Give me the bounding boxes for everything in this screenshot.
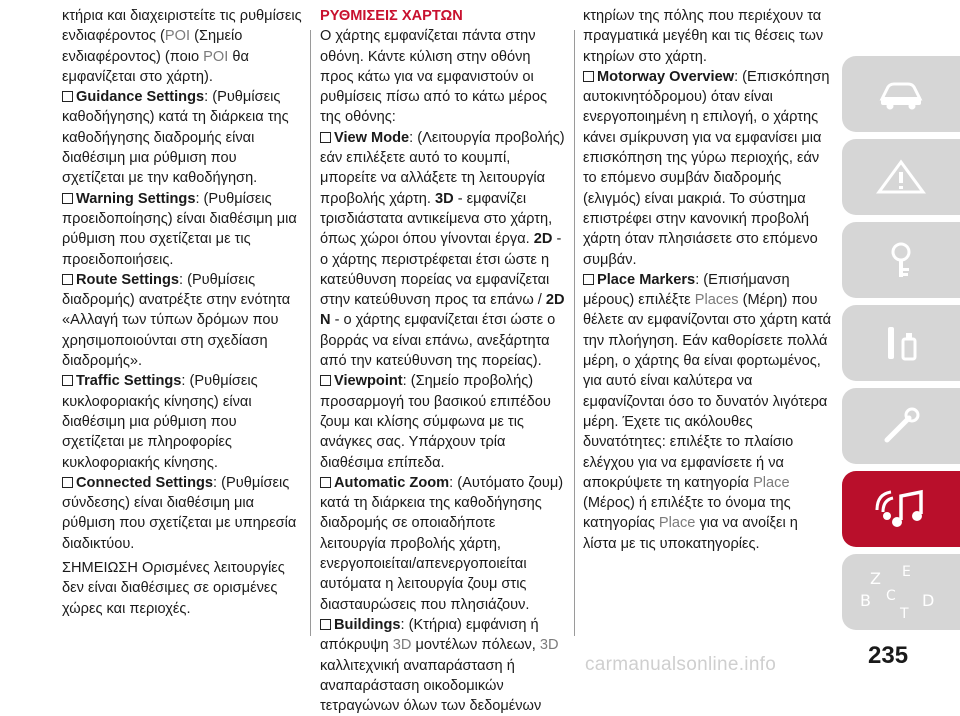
column-divider <box>310 30 311 636</box>
multimedia-tab-icon <box>871 484 931 534</box>
chapter-tab-warning[interactable] <box>842 139 960 215</box>
section-heading: ΡΥΘΜΙΣΕΙΣ ΧΑΡΤΩΝ <box>320 8 463 24</box>
motorway-overview-item: Motorway Overview: (Επισκόπηση αυτοκινητόδρομου) όταν είναι ενεργοποιημένη η επιλογή, ο χάρτης κάνει σμίκρυνση για να εμφανίσει μια επισκόπηση της γύρω περιοχής, εάν το επόμενο συμβάν διαδρομής (ελιγμός) είναι μακριά. Το σύστημα επιστρέφει στην κανονική προβολή χάρτη όταν πλησιάσετε στο επόμενο συμβάν. <box>583 68 830 268</box>
bullet-icon <box>62 477 73 488</box>
buildings-item: Buildings: (Κτήρια) εμφάνιση ή απόκρυψη 3D μοντέλων πόλεων, 3D καλλιτεχνική αναπαράσταση ή αναπαράσταση οικοδομικών τετραγώνων όλων των δεδομένων <box>320 616 559 715</box>
bullet-icon <box>62 193 73 204</box>
bullet-icon <box>583 71 594 82</box>
warning-tab-icon <box>876 159 926 195</box>
car-tab-icon <box>878 77 924 111</box>
note-paragraph: ΣΗΜΕΙΩΣΗ Ορισμένες λειτουργίες δεν είναι διαθέσιμες σε ορισμένες χώρες και περιοχές. <box>62 560 285 617</box>
intro-paragraph: Ο χάρτης εμφανίζεται πάντα στην οθόνη. Κάντε κύλιση στην οθόνη προς κάτω για να εμφανιστούν οι ρυθμίσεις πίσω από το κάτω μέρος της οθόνης: <box>320 28 547 126</box>
viewpoint-item: Viewpoint: (Σημείο προβολής) προσαρμογή του βασικού επιπέδου ζουμ και κλίσης σύμφωνα με τις ανάγκες σας. Υπάρχουν τρία διαθέσιμα επίπεδα. <box>320 373 551 471</box>
chapter-tab-tools[interactable] <box>842 388 960 464</box>
chapter-tab-car[interactable] <box>842 56 960 132</box>
column-divider <box>574 30 575 636</box>
traffic-settings-item: Traffic Settings: (Ρυθμίσεις κυκλοφοριακής κίνησης) είναι διαθέσιμη μια ρύθμιση που σχετίζεται με πληροφορίες κυκλοφοριακής κίνησης. <box>62 373 258 471</box>
chapter-tab-index[interactable] <box>842 554 960 630</box>
place-markers-item: Place Markers: (Επισήμανση μέρους) επιλέξτε Places (Μέρη) που θέλετε αν εμφανίζονται στο χάρτη κατά την πλοήγηση. Εάν καθορίσετε πολλά μέρη, ο χάρτης θα είναι φορτωμένος, για αυτό είναι καλύτερα να εμφανίζονται όσο το δυνατόν λιγότερα μέρη. Έχετε τις ακόλουθες δυνατότητες: επιλέξτε το πλαίσιο ελέγχου για να εμφανίσετε ή να αποκρύψετε τη κατηγορία Place (Μέρος) ή επιλέξτε το όνομα της κατηγορίας Place για να ανοίξει η λίστα με τις υποκατηγορίες. <box>583 271 832 552</box>
guidance-settings-item: Guidance Settings: (Ρυθμίσεις καθοδήγησης) κατά τη διάρκεια της καθοδήγησης διαδρομής είναι διαθέσιμη μια ρύθμιση που σχετίζεται με την καθοδήγηση. <box>62 89 289 187</box>
chapter-tab-service[interactable] <box>842 305 960 381</box>
column-1 <box>62 6 302 619</box>
index-letter: C <box>886 588 896 604</box>
chapter-tab-key[interactable] <box>842 222 960 298</box>
warning-settings-item: Warning Settings: (Ρυθμίσεις προειδοποίησης) είναι διαθέσιμη μια ρύθμιση που σχετίζεται με τις προειδοποιήσεις. <box>62 190 297 268</box>
bullet-icon <box>62 91 73 102</box>
automatic-zoom-item: Automatic Zoom: (Αυτόματο ζουμ) κατά τη διάρκεια της καθοδήγησης διαδρομής σε οποιαδήποτε λειτουργία προβολής χάρτη, ενεργοποιείται/απενεργοποιείται αυτόματα η λειτουργία ζουμ στις διασταυρώσεις που πλησιάζουν. <box>320 474 564 613</box>
chapter-tab-multimedia[interactable] <box>842 471 960 547</box>
poi-paragraph: κτήρια και διαχειριστείτε τις ρυθμίσεις ενδιαφέροντος (POI (Σημείο ενδιαφέροντος) (ποιο POI θα εμφανίζεται στο χάρτη). <box>62 8 302 85</box>
index-tab-icon <box>856 562 946 622</box>
page-number: 235 <box>868 642 909 669</box>
tools-tab-icon <box>879 404 923 448</box>
column-3 <box>583 6 833 554</box>
index-letter: B <box>860 591 871 610</box>
index-letter: Z <box>870 569 881 588</box>
watermark: carmanualsonline.info <box>585 654 777 675</box>
index-letter: T <box>900 606 909 622</box>
bullet-icon <box>320 619 331 630</box>
bullet-icon <box>583 274 594 285</box>
bullet-icon <box>62 375 73 386</box>
buildings-continued: κτηρίων της πόλης που περιέχουν τα πραγματικά μεγέθη και τις θέσεις των κτηρίων στο χάρτη. <box>583 8 824 65</box>
column-2 <box>320 6 565 716</box>
view-mode-item: View Mode: (Λειτουργία προβολής) εάν επιλέξετε αυτό το κουμπί, μπορείτε να αλλάξετε τη λειτουργία προβολής χάρτη. 3D - εμφανίζει τρισδιάστατα αντικείμενα στο χάρτη, όπως χώροι όπου γίνονται έργα. 2D - ο χάρτης περιστρέφεται έτσι ώστε η κατεύθυνση πορείας να εμφανίζεται στην κατεύθυνση προς τα επάνω / 2D N - ο χάρτης εμφανίζεται έτσι ώστε ο βορράς να είναι επάνω, ανεξάρτητα από την κατεύθυνση της πορείας). <box>320 129 565 370</box>
connected-settings-item: Connected Settings: (Ρυθμίσεις σύνδεσης) είναι διαθέσιμη μια ρύθμιση που σχετίζεται με υπηρεσία διαδικτύου. <box>62 474 297 552</box>
bullet-icon <box>320 477 331 488</box>
index-letter: D <box>922 591 935 610</box>
service-tab-icon <box>879 321 923 365</box>
index-letter: E <box>902 564 911 580</box>
bullet-icon <box>320 132 331 143</box>
bullet-icon <box>320 375 331 386</box>
route-settings-item: Route Settings: (Ρυθμίσεις διαδρομής) ανατρέξτε στην ενότητα «Αλλαγή των τύπων δρόμων που χρησιμοποιούνται στη σχεδίαση διαδρομής». <box>62 271 291 370</box>
key-tab-icon <box>881 240 921 280</box>
bullet-icon <box>62 274 73 285</box>
